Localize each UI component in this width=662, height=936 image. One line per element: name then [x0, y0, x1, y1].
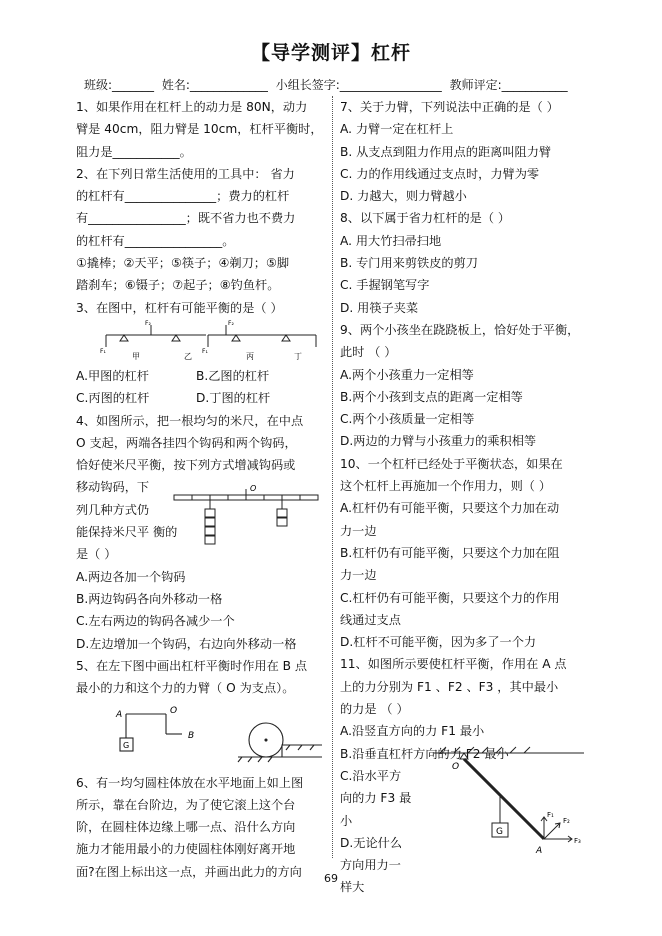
text-line: 的杠杆有_______________；费力的杠杆 [76, 189, 290, 204]
options-row [76, 365, 328, 387]
point-label-o: O [170, 705, 178, 716]
question-10 [340, 453, 588, 654]
text-line: 5、在左下图中画出杠杆平衡时作用在 B 点 [76, 658, 308, 673]
point-label-b: B [188, 730, 195, 741]
text-line: 踏刹车；⑥镊子；⑦起子；⑧钓鱼杆。 [76, 278, 280, 293]
text-line: 移动钩码，下 [76, 480, 150, 495]
force-label: F₂ [145, 319, 151, 327]
weight-label-g: G [123, 740, 130, 750]
text-line: 是（ ） [76, 547, 117, 562]
inclined-lever-figure [424, 739, 588, 869]
text-line: 8、以下属于省力杠杆的是（ ） [340, 211, 511, 226]
question-11 [340, 653, 588, 898]
option-d-cont[interactable]: 样大 [340, 880, 365, 895]
option-c[interactable]: C.杠杆仍有可能平衡，只要这个力的作用 [340, 590, 560, 605]
text-line: 2、在下列日常生活使用的工具中： 省力 [76, 166, 295, 181]
text-line: 臂是 40cm，阻力臂是 10cm，杠杆平衡时， [76, 122, 323, 137]
option-d[interactable]: D.两边的力臂与小孩重力的乘积相等 [340, 434, 537, 449]
point-label-a: A [536, 845, 543, 856]
lever-rod [464, 759, 544, 839]
option-a[interactable]: A.两个小孩重力一定相等 [340, 367, 474, 382]
option-c-cont[interactable]: 线通过支点 [340, 612, 401, 627]
question-3 [76, 297, 328, 410]
question-9 [340, 319, 588, 453]
text-line: 3、在图中，杠杆有可能平衡的是（ ） [76, 300, 283, 315]
hook-weight [205, 509, 215, 517]
text-line: 有________________；既不省力也不费力 [76, 211, 296, 226]
text-line: 10、一个杠杆已经处于平衡状态，如果在 [340, 456, 563, 471]
option-b[interactable]: B. 从支点到阻力作用点的距离叫阻力臂 [340, 144, 552, 159]
student-info-row [84, 76, 572, 93]
force-label: F₁ [202, 347, 208, 355]
fulcrum-ding [282, 335, 290, 341]
option-c-cont[interactable]: 小 [340, 813, 353, 828]
fulcrum-yi [172, 335, 180, 341]
left-column [76, 96, 328, 883]
question-6 [76, 772, 328, 883]
text-line: 阻力是___________。 [76, 144, 192, 159]
figure-label-bing: 丙 [246, 351, 254, 361]
option-c[interactable]: C.丙图的杠杆 [76, 391, 150, 406]
option-c[interactable]: C.左右两边的钩码各减少一个 [76, 614, 235, 629]
options-row [76, 387, 328, 409]
pivot-o [460, 753, 468, 759]
option-b[interactable]: B.杠杆仍有可能平衡，只要这个力加在阻 [340, 545, 560, 560]
text-line: 能保持米尺平 衡的 [76, 525, 178, 540]
option-b[interactable]: B.两个小孩到支点的距离一定相等 [340, 389, 523, 404]
bent-lever-and-cylinder-svg [76, 700, 328, 772]
hook-weight [277, 518, 287, 526]
lever-diagrams-figure [76, 319, 328, 365]
option-d-cont[interactable]: 方向用力一 [340, 858, 401, 873]
figure-label-yi: 乙 [184, 351, 192, 361]
text-line: 恰好使米尺平衡，按下列方式增减钩码或 [76, 458, 296, 473]
force-label-f3: F₃ [574, 836, 581, 845]
teacher-eval-field[interactable]: 教师评定:___________ [449, 78, 568, 92]
hook-weight [205, 527, 215, 535]
text-line: ①撬棒；②天平；⑤筷子；④剃刀；⑤脚 [76, 256, 290, 271]
name-field[interactable]: 姓名:_____________ [161, 78, 268, 92]
class-field[interactable]: 班级:_______ [84, 78, 155, 92]
q4-side-text [76, 499, 178, 566]
option-c[interactable]: C. 手握钢笔写字 [340, 278, 430, 293]
text-line: 的杠杆有________________。 [76, 233, 235, 248]
group-leader-field[interactable]: 小组长签字:_________________ [275, 78, 442, 92]
question-7 [340, 96, 588, 207]
figure-label-ding: 丁 [294, 351, 302, 361]
text-line: 上的力分别为 F1 、F2 、F3 ，其中最小 [340, 679, 559, 694]
text-line: 11、如图所示要使杠杆平衡，作用在 A 点 [340, 657, 567, 672]
text-line: 最小的力和这个力的力臂（ O 为支点）。 [76, 681, 295, 696]
text-line: O 支起，两端各挂四个钩码和两个钩码， [76, 435, 297, 450]
option-d[interactable]: D.杠杆不可能平衡，因为多了一个力 [340, 635, 537, 650]
option-a[interactable]: A. 力臂一定在杠杆上 [340, 122, 454, 137]
option-a[interactable]: A.甲图的杠杆 [76, 368, 149, 383]
option-b[interactable]: B.沿垂直杠杆方向的力 F2 最小 [340, 746, 509, 761]
question-2 [76, 163, 328, 297]
option-a[interactable]: A.两边各加一个钩码 [76, 569, 186, 584]
text-line: 6、有一均匀圆柱体放在水平地面上如上图 [76, 775, 304, 790]
force-label: F₁ [100, 347, 106, 355]
text-line: 4、如图所示，把一根均匀的米尺，在中点 [76, 413, 304, 428]
option-d[interactable]: D.丁图的杠杆 [196, 391, 271, 406]
option-b[interactable]: B. 专门用来剪铁皮的剪刀 [340, 256, 478, 271]
option-b-cont[interactable]: 力一边 [340, 568, 377, 583]
option-d[interactable]: D. 力越大，则力臂越小 [340, 189, 467, 204]
lever-diagrams-svg [76, 319, 328, 365]
fulcrum-jia [120, 335, 128, 341]
option-b[interactable]: B.乙图的杠杆 [196, 368, 270, 383]
q5-figures [76, 700, 328, 772]
question-1 [76, 96, 328, 163]
option-a[interactable]: A. 用大竹扫帚扫地 [340, 233, 442, 248]
hook-weight [205, 518, 215, 526]
fulcrum-bing [232, 335, 240, 341]
option-a[interactable]: A.沿竖直方向的力 F1 最小 [340, 724, 485, 739]
point-label-a: A [116, 709, 123, 720]
figure-label-jia: 甲 [132, 351, 140, 361]
weight-label-g: G [496, 826, 503, 837]
text-line: 这个杠杆上再施加一个作用力，则（ ） [340, 479, 552, 494]
hook-weight [205, 536, 215, 544]
text-line: 7、关于力臂，下列说法中正确的是（ ） [340, 100, 559, 114]
question-4 [76, 410, 328, 655]
force-label: F₂ [228, 319, 234, 327]
text-line: 面?在图上标出这一点，并画出此力的方向 [76, 864, 302, 879]
pivot-label: O [250, 483, 257, 493]
option-d[interactable]: D.左边增加一个钩码，右边向外移动一格 [76, 636, 297, 651]
text-line: 的力是 （ ） [340, 702, 409, 717]
page-title: 【导学测评】杠杆 [250, 42, 411, 64]
text-line: 1、如果作用在杠杆上的动力是 80N，动力 [76, 100, 308, 114]
text-line: 9、两个小孩坐在跷跷板上，恰好处于平衡， [340, 322, 580, 337]
hook-weight [277, 509, 287, 517]
option-c-cont[interactable]: 向的力 F3 最 [340, 791, 412, 806]
page-number: 69 [324, 872, 338, 885]
option-a[interactable]: A.杠杆仍有可能平衡，只要这个力加在动 [340, 501, 560, 516]
force-f2 [544, 823, 560, 839]
option-c[interactable]: C.两个小孩质量一定相等 [340, 412, 475, 427]
option-c[interactable]: C.沿水平方 [340, 768, 402, 783]
right-column [340, 96, 588, 899]
option-c[interactable]: C. 力的作用线通过支点时，力臂为零 [340, 166, 540, 181]
question-5 [76, 655, 328, 772]
option-b[interactable]: B.两边钩码各向外移动一格 [76, 592, 223, 607]
text-line: 所示，靠在台阶边，为了使它滚上这个台 [76, 797, 296, 812]
text-line: 列几种方式仍 [76, 502, 150, 517]
meter-stick-figure [168, 483, 328, 563]
force-label-f1: F₁ [547, 810, 554, 819]
option-d[interactable]: D.无论什么 [340, 835, 403, 850]
text-line: 此时 （ ） [340, 345, 397, 360]
option-d[interactable]: D. 用筷子夹菜 [340, 300, 419, 315]
text-line: 施力才能用最小的力使圆柱体刚好离开地 [76, 842, 296, 857]
text-line: 阶，在圆柱体边缘上哪一点、沿什么方向 [76, 820, 296, 835]
option-a-cont[interactable]: 力一边 [340, 523, 377, 538]
column-divider [332, 96, 333, 858]
pivot-label-o: O [452, 761, 460, 772]
question-8 [340, 207, 588, 318]
force-label-f2: F₂ [563, 816, 570, 825]
